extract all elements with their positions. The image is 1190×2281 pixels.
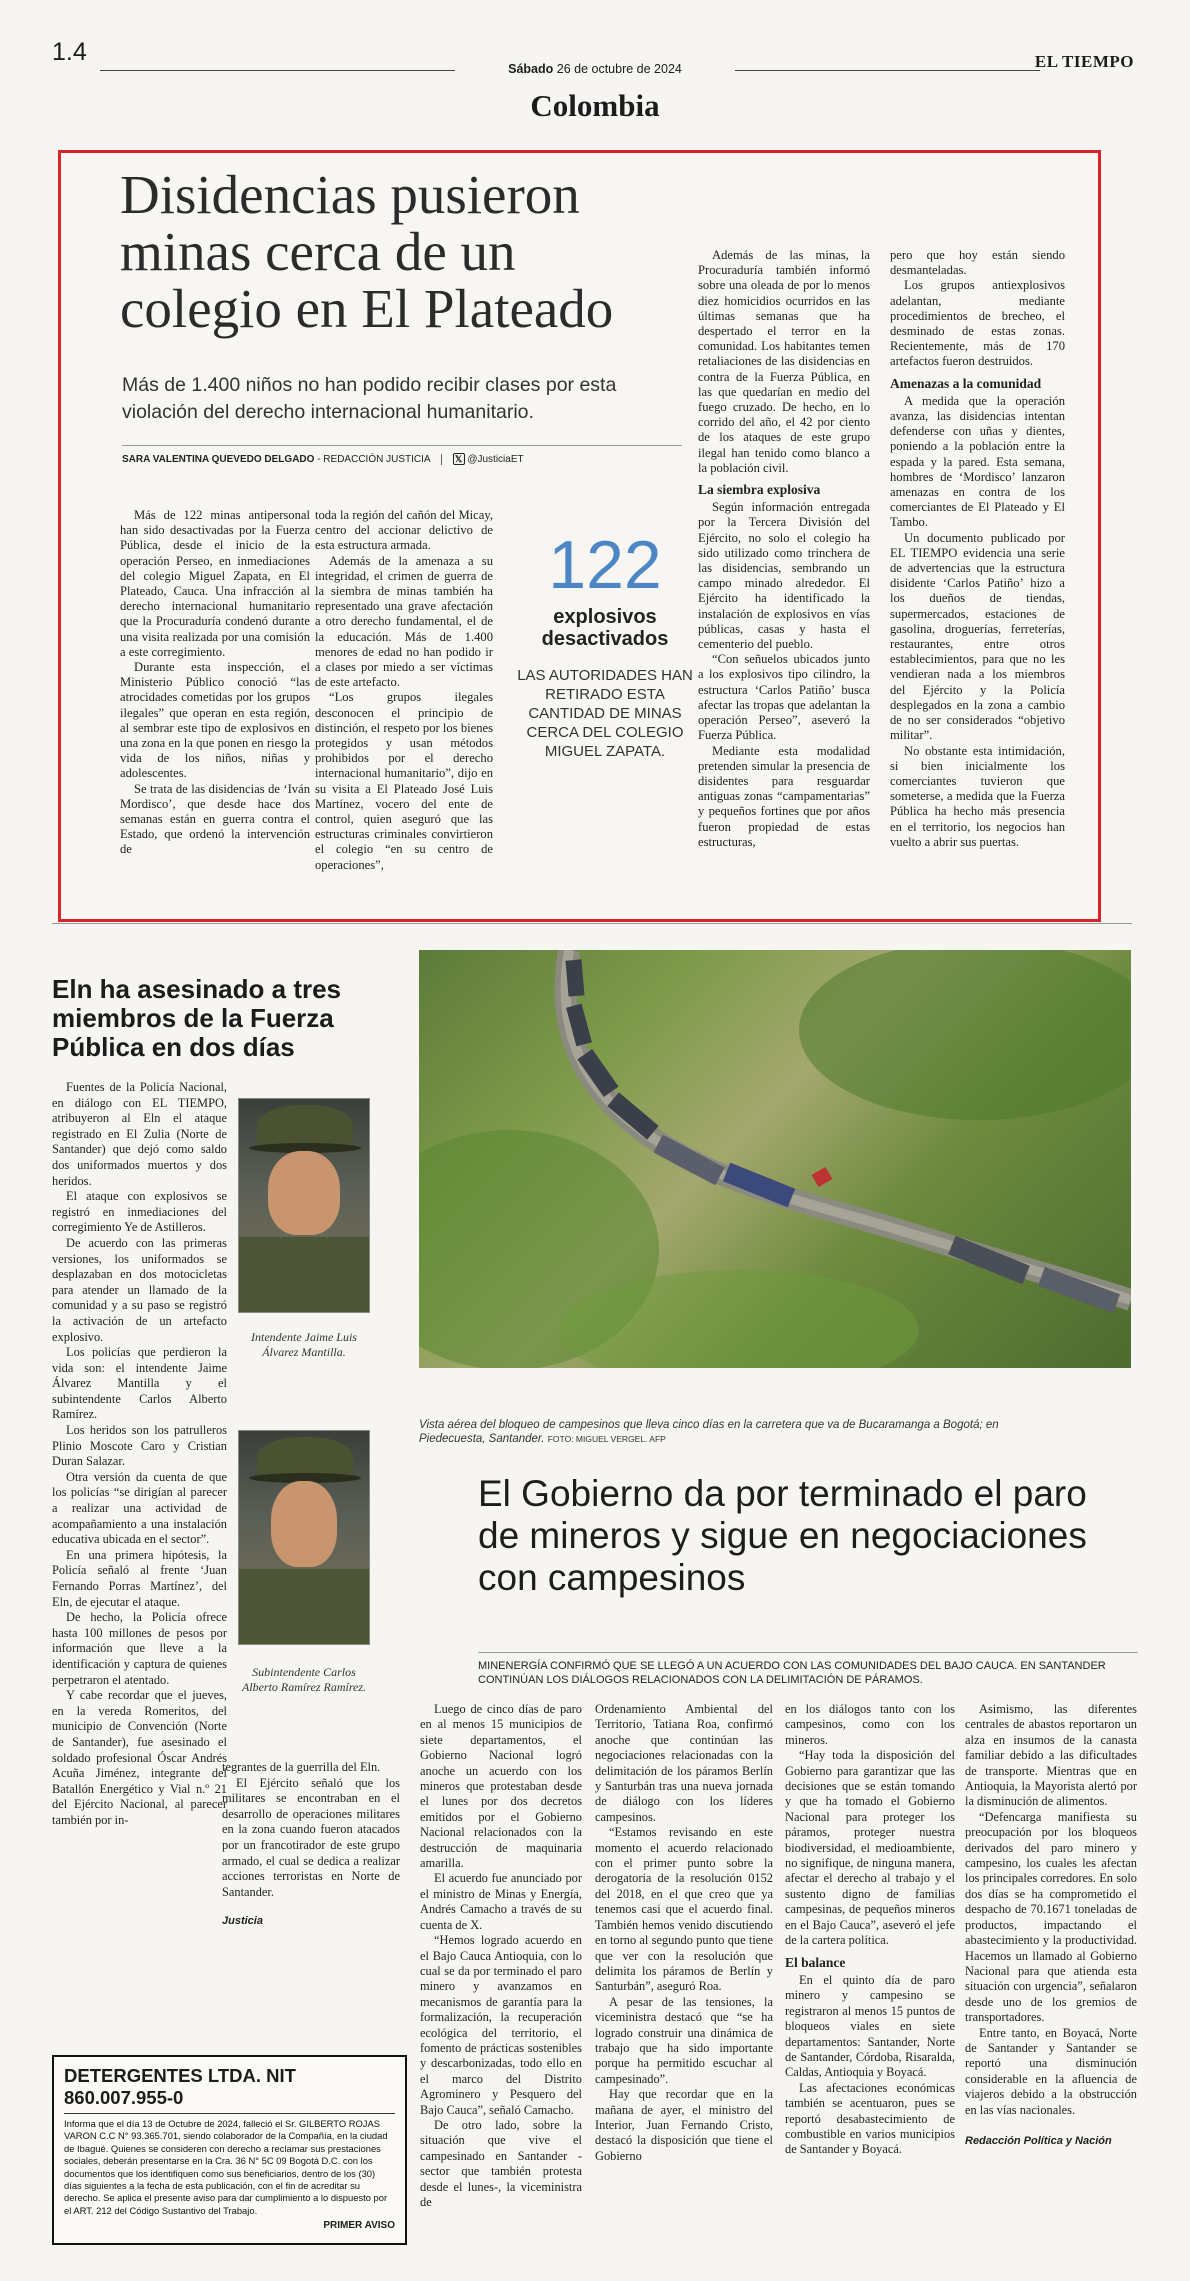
legal-notice-ad (52, 2055, 407, 2245)
paragraph: De hecho, la Policía ofrece hasta 100 millones de pesos por información que lleve a la identificación y captura de quienes perpetraron el atentado. (52, 1610, 227, 1687)
paragraph: Los heridos son los patrulleros Plinio Moscote Caro y Cristian Duran Salazar. (52, 1423, 227, 1469)
masthead[interactable]: EL TIEMPO (1034, 52, 1134, 71)
photo-illustration (419, 950, 1131, 1368)
aerial-road-blockade-photo (419, 950, 1131, 1368)
paragraph: en los diálogos tanto con los campesinos, como con los mineros. (785, 1702, 955, 1747)
photo-credit: FOTO: MIGUEL VERGEL. AFP (547, 1434, 666, 1444)
story2-column-1 (52, 1080, 227, 1829)
paragraph: “Hemos logrado acuerdo en el Bajo Cauca Antioquia, con lo cual se da por terminado el paro minero y avanzamos en mecanismos de garantía para la formalización, la recuperación ecológica del territorio, el fomento de prácticas sostenibles y descarbonizadas, todo ello en el marco del Distrito Agrominero y Pesquero del Bajo Cauca”, señaló Camacho. (420, 1933, 582, 2117)
callout-number: 122 (548, 527, 662, 603)
portrait-jaime-alvarez (238, 1098, 370, 1313)
paragraph: Otra versión da cuenta de que los policías “se dirigían al parecer a realizar una actividad de acompañamiento a una instalación educativa ubicada en el sector”. (52, 1469, 227, 1547)
paragraph: Un documento publicado por EL TIEMPO evidencia una serie de advertencias que la estructura disidente ‘Carlos Patiño’ hizo a los dueños de tiendas, supermercados, estaciones de gasolina, droguerías, ferreterías, restaurantes, entre otros establecimientos, para que no les vendieran nada a los miembros del Ejército y la Policía desplegados en la zona a cambio de no ser considerados “objetivo militar”. (890, 530, 1065, 743)
story1-headline[interactable]: Disidencias pusieron minas cerca de un colegio en El Plateado (120, 164, 614, 339)
paragraph: A pesar de las tensiones, la viceministra destacó que “se ha logrado construir una dinámica de trabajo que ha sido importante porque ha permitido escuchar al campesinado”. (595, 1994, 773, 2086)
photo-caption: Vista aérea del bloqueo de campesinos que lleva cinco días en la carretera que va de Bucaramanga a Bogotá; en Piedecuesta, Santander. FOTO: MIGUEL VERGEL. AFP (419, 1419, 999, 1445)
paragraph: Entre tanto, en Boyacá, Norte de Santander y Santander se reportó una disminución considerable en la afluencia de viajeros debido a la obstrucción en las vías nacionales. (965, 2025, 1137, 2117)
paragraph: pero que hoy están siendo desmanteladas. (890, 248, 1065, 278)
portrait-caption: Subintendente Carlos Alberto Ramírez Ramírez. (241, 1665, 367, 1694)
story1-social-handle[interactable]: @JusticiaET (467, 454, 524, 465)
header-rule-right (735, 70, 1040, 71)
paragraph: El Ejército señaló que los militares se encontraban en el desarrollo de operaciones militares en la zona cuando fueron atacados por un francotirador de este grupo armado, el cual se dedica a realizar acciones terroristas en Norte de Santander. (222, 1775, 400, 1899)
story3-deck: MINENERGÍA CONFIRMÓ QUE SE LLEGÓ A UN ACUERDO CON LAS COMUNIDADES DEL BAJO CAUCA. EN SANTANDER CONTINÚAN LOS DIÁLOGOS RELACIONADOS CON LA DELIMITACIÓN DE PÁRAMOS. (478, 1652, 1138, 1687)
paragraph: Ordenamiento Ambiental del Territorio, Tatiana Roa, confirmó anoche que continúan las negociaciones relacionadas con la delimitación de los páramos Berlín y Santurbán tras una nueva jornada de diálogo con los líderes campesinos. (595, 1702, 773, 1824)
paragraph: En el quinto día de paro minero y campesino se registraron al menos 15 puntos de bloqueos viales en siete departamentos: Santander, Norte de Santander, Córdoba, Risaralda, Caldas, Antioquia y Boyacá. (785, 1972, 955, 2080)
paragraph: Se trata de las disidencias de ‘Iván Mordisco’, que desde hace dos semanas están en guerra contra el Estado, que ordenó la intervención de (120, 781, 310, 857)
portrait-caption: Intendente Jaime Luis Álvarez Mantilla. (251, 1330, 357, 1359)
subhead: El balance (785, 1954, 846, 1970)
story1-column-3 (698, 248, 870, 850)
paragraph: “Hay toda la disposición del Gobierno para garantizar que las decisiones que se están tomando y que ha tomado el Gobierno Nacional para proteger los páramos, proteger nuestra biodiversidad, el medioambiente, no signifique, de ninguna manera, afectar el derecho al trabajo y el sustento digno de familias campesinas, de pequeños mineros en el Bajo Cauca”, aseveró el jefe de la cartera política. (785, 1748, 955, 1948)
story3-headline[interactable]: El Gobierno da por terminado el paro de mineros y sigue en negociaciones con campesinos (478, 1473, 1087, 1598)
subhead: La siembra explosiva (698, 482, 821, 498)
paragraph: Y cabe recordar que el jueves, en la vereda Romeritos, del municipio de Convención (Norte de Santander), fue asesinado el soldado profesional Óscar Andrés Acuña Jiménez, integrante del Batallón Energético y Vial n.º 21 del Ejército Nacional, al parecer también por in- (52, 1688, 227, 1827)
paragraph: Fuentes de la Policía Nacional, en diálogo con EL TIEMPO, atribuyeron al Eln el ataque registrado en El Zulia (Norte de Santander) que dejó como saldo dos uniformados muertos y dos heridos. (52, 1080, 227, 1188)
paragraph: No obstante esta intimidación, si bien inicialmente los comerciantes tuvieron que someterse, a medida que la Fuerza Pública ha hecho más presencia en el territorio, los negocios han vuelto a abrir sus puertas. (890, 743, 1065, 849)
story3-column-4 (965, 1702, 1137, 2149)
paragraph: Luego de cinco días de paro en al menos 15 municipios de siete departamentos, el Gobierno Nacional logró anoche un acuerdo con los mineros que protestaban desde el lunes por dos decretos emitidos por el Gobierno Nacional relacionados con la destrucción de maquinaria amarilla. (420, 1702, 582, 1871)
paragraph: Además de la amenaza a su integridad, el crimen de guerra de la siembra de minas también ha representado una grave afectación a otro derecho fundamental, el de la educación. Más de 1.400 menores de edad no han podido ir a clases por miedo a ser víctimas de este artefacto. (315, 553, 493, 690)
story3-column-3 (785, 1702, 955, 2158)
story3-column-2 (595, 1702, 773, 2164)
ad-title: DETERGENTES LTDA. NIT 860.007.955-0 (64, 2065, 395, 2114)
paragraph: De acuerdo con las primeras versiones, los uniformados se desplazaban en dos motocicletas para atender un llamado de la comunidad y a su paso se registró la activación de un artefacto explosivo. (52, 1235, 227, 1344)
story3-credit: Redacción Política y Nación (965, 2134, 1112, 2147)
page-number: 1.4 (52, 38, 87, 66)
story1-deck: Más de 1.400 niños no han podido recibir clases por esta violación del derecho internacional humanitario. (122, 374, 617, 423)
paragraph: “Estamos revisando en este momento el acuerdo relacionado con el primer punto sobre la derogatoria de la resolución 0152 del 2018, en el que creo que ya tenemos casi que el acuerdo final. También hemos venido discutiendo en torno al segundo punto que tiene que ver con la resolución que delimita los páramos de Berlín y Santurbán”, aseguró Roa. (595, 1825, 773, 1994)
callout-label: explosivos desactivados (541, 606, 669, 650)
story2-column-2 (222, 1760, 400, 1930)
story1-column-2 (315, 508, 493, 873)
paragraph: “Defencarga manifiesta su preocupación por los bloqueos derivados del paro minero y campesino, los cuales les afectan los principales corredores. En solo dos días se ha comprometido el despacho de 70.1671 toneladas de productos, impactando el abastecimiento y la productividad. Hacemos un llamado al Gobierno Nacional para que atienda esta situación con urgencia”, señalaron desde uno de los gremios de transportadores. (965, 1809, 1137, 2025)
paragraph: De otro lado, sobre la situación que vive el campesinado en Santander -sector que también protesta desde el lunes-, la viceministra de (420, 2117, 582, 2209)
paragraph: Las afectaciones económicas también se acentuaron, pues se reportó desabastecimiento de combustible en varios municipios de Santander y Boyacá. (785, 2080, 955, 2157)
paragraph: Además de las minas, la Procuraduría también informó sobre una oleada de por lo menos diez homicidios ocurridos en las últimas semanas que ha despertado el terror en la comunidad. Los habitantes temen retaliaciones de las disidencias en contra de la Fuerza Pública, en las que quedarían en medio del fuego cruzado. De hecho, en lo corrido del año, el 42 por ciento de los ataques de este grupo ilegal han tenido como blanco a la población civil. (698, 248, 870, 475)
x-icon: 𝕏 (453, 453, 465, 465)
callout-description: LAS AUTORIDADES HAN RETIRADO ESTA CANTIDAD DE MINAS CERCA DEL COLEGIO MIGUEL ZAPATA. (517, 667, 693, 760)
paragraph: tegrantes de la guerrilla del Eln. (222, 1760, 381, 1774)
paragraph: A medida que la operación avanza, las disidencias intentan defenderse con uñas y dientes, poniendo a la población entre la espada y la pared. Esta semana, hombres de ‘Mordisco’ lanzaron amenazas en contra de los comerciantes de El Plateado y El Tambo. (890, 393, 1065, 530)
paragraph: Más de 122 minas antipersonal han sido desactivadas por la Fuerza Pública, desde el inicio de la operación Perseo, en inmediaciones del colegio Miguel Zapata, en El Plateado, Cauca. Una infracción al derecho internacional humanitario que la Procuraduría condenó durante una visita realizada por una comisión a este corregimiento. (120, 508, 310, 659)
story2-credit: Justicia (222, 1915, 263, 1928)
story1-column-1 (120, 508, 310, 858)
subhead: Amenazas a la comunidad (890, 375, 1042, 391)
story1-byline: SARA VALENTINA QUEVEDO DELGADO - REDACCIÓN JUSTICIA 𝕏 @JusticiaET (122, 445, 682, 465)
paragraph: Hay que recordar que en la mañana de ayer, el ministro del Interior, Juan Fernando Cristo, destacó la disposición que tiene el Gobierno (595, 2087, 773, 2163)
paragraph: El acuerdo fue anunciado por el ministro de Minas y Energía, Andrés Camacho a través de su cuenta de X. (420, 1871, 582, 1932)
section-divider (52, 923, 1132, 924)
issue-date: Sábado 26 de octubre de 2024 (508, 62, 682, 76)
paragraph: El ataque con explosivos se registró en inmediaciones del corregimiento Ye de Astilleros. (52, 1189, 227, 1235)
paragraph: Mediante esta modalidad pretenden simular la presencia de disidentes para resguardar antiguas zonas “campamentarias” y pequeños fortines que por años fueron propiedad de estas estructuras, (698, 743, 870, 849)
story1-column-4 (890, 248, 1065, 850)
ad-body: Informa que el día 13 de Octubre de 2024, falleció el Sr. GILBERTO ROJAS VARON C.C N° 93.365.701, siendo colaborador de la Compañía, en la ciudad de Ibagué. Quienes se consideren con derecho a reclamar sus prestaciones sociales, deberán presentarse en la Cra. 36 N° 5C 09 Bogotá D.C. con los documentos que los identifiquen como sus beneficiarios, dentro de los (30) días siguientes a la fecha de esta publicación, con el fin de acreditar su derecho. Se aplica el presente aviso para dar cumplimiento a lo dispuesto por el ART. 212 del Código Sustantivo del Trabajo. (64, 2118, 388, 2216)
paragraph: “Con señuelos ubicados junto a los explosivos tipo cilindro, la estructura ‘Carlos Patiño’ busca afectar las tropas que adelantan la operación Perseo”, aseveró la Fuerza Pública. (698, 652, 870, 743)
paragraph: Según información entregada por la Tercera División del Ejército, no solo el colegio ha sido utilizado como trinchera de las disidencias, sembrando un campo minado alrededor. El Ejército ha identificado la instalación de explosivos en vías públicas, casas y hasta el cementerio del pueblo. (698, 500, 870, 652)
paragraph: “Los grupos ilegales desconocen el principio de distinción, el respeto por los bienes protegidos y usan métodos prohibidos por el derecho internacional humanitario”, dijo en su visita a El Plateado José Luis Martínez, vocero del ente de control, quien aseguró que las estructuras criminales convirtieron el colegio “en su centro de operaciones”, (315, 690, 493, 872)
portrait-carlos-ramirez (238, 1430, 370, 1645)
paragraph: En una primera hipótesis, la Policía señaló al frente ‘Juan Fernando Porras Martínez’, del Eln, de ejecutar el ataque. (52, 1547, 227, 1609)
section-title: Colombia (530, 88, 660, 123)
paragraph: Los grupos antiexplosivos adelantan, mediante procedimientos de brecheo, el desminado de estas zonas. Recientemente, más de 170 artefactos fueron destruidos. (890, 278, 1065, 369)
story2-headline[interactable]: Eln ha asesinado a tres miembros de la Fuerza Pública en dos días (52, 974, 342, 1062)
paragraph: Los policías que perdieron la vida son: el intendente Jaime Álvarez Mantilla y el subintendente Carlos Alberto Ramírez. (52, 1345, 227, 1422)
paragraph: Durante esta inspección, el Ministerio Público conoció “las atrocidades cometidas por los grupos ilegales” que operan en esta región, al sembrar este tipo de explosivos en una zona en la que ponen en riesgo la vida de los niños, niñas y adolescentes. (120, 660, 310, 781)
story3-column-1 (420, 1702, 582, 2210)
header-rule-left (100, 70, 455, 71)
paragraph: toda la región del cañón del Micay, centro del accionar delictivo de esta estructura armada. (315, 508, 493, 553)
ad-notice-label: PRIMER AVISO (323, 2220, 395, 2232)
paragraph: Asimismo, las diferentes centrales de abastos reportaron un alza en insumos de la canasta familiar debido a las dificultades de transporte. Mientras que en Antioquia, la Mayorista alertó por la disminución de alimentos. (965, 1702, 1137, 1809)
